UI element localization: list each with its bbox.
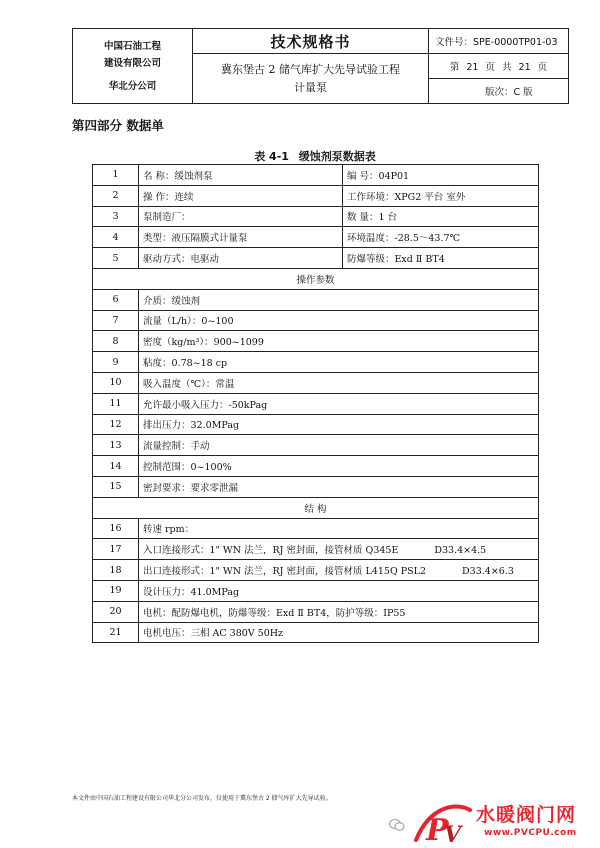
table-row bbox=[93, 518, 539, 539]
row-number: 2 bbox=[93, 185, 139, 206]
project-item: 计量泵 bbox=[294, 80, 327, 94]
table-row bbox=[93, 456, 539, 477]
row-field-text: 电机电压：三相 AC 380V 50Hz bbox=[143, 628, 284, 640]
row-field bbox=[139, 539, 539, 560]
row-right-field: 环境温度：-28.5～43.7℃ bbox=[343, 227, 539, 248]
row-field: 介质：缓蚀剂 bbox=[139, 289, 539, 310]
pv-logo-icon bbox=[412, 800, 474, 846]
table-row bbox=[93, 622, 539, 643]
table-caption-title: 缓蚀剂泵数据表 bbox=[298, 150, 376, 163]
row-number: 12 bbox=[93, 414, 139, 435]
row-field: 流量（L/h）：0~100 bbox=[139, 310, 539, 331]
section-row bbox=[93, 268, 539, 289]
row-field: 吸入温度（℃）：常温 bbox=[139, 372, 539, 393]
row-left-field: 操 作：连续 bbox=[139, 185, 343, 206]
org-branch: 华北分公司 bbox=[108, 80, 157, 92]
watermark-site-name: 水暖阀门网 bbox=[476, 804, 577, 826]
row-field-dimension: D33.4×6.3 bbox=[462, 566, 514, 578]
section-header-structure: 结 构 bbox=[93, 497, 539, 518]
row-left-field: 名 称：缓蚀剂泵 bbox=[139, 165, 343, 186]
version: 版次：C 版 bbox=[429, 79, 569, 104]
row-number: 4 bbox=[93, 227, 139, 248]
row-number: 5 bbox=[93, 248, 139, 269]
table-row bbox=[93, 372, 539, 393]
row-field: 密度（kg/m³）：900~1099 bbox=[139, 331, 539, 352]
row-field bbox=[139, 580, 539, 601]
row-number: 10 bbox=[93, 372, 139, 393]
row-left-field: 泵制造厂： bbox=[139, 206, 343, 227]
table-row bbox=[93, 289, 539, 310]
row-field-dimension: D33.4×4.5 bbox=[434, 545, 487, 557]
row-number: 15 bbox=[93, 476, 139, 497]
row-number: 21 bbox=[93, 622, 139, 643]
section-title: 第四部分 数据单 bbox=[72, 118, 164, 133]
row-number: 11 bbox=[93, 393, 139, 414]
row-number: 17 bbox=[93, 539, 139, 560]
table-row bbox=[93, 601, 539, 622]
project-name-cell bbox=[193, 54, 429, 104]
table-row bbox=[93, 414, 539, 435]
page-word-2: 页 共 bbox=[485, 62, 512, 73]
wechat-icon bbox=[389, 818, 405, 832]
row-left-field: 驱动方式：电驱动 bbox=[139, 248, 343, 269]
table-row bbox=[93, 165, 539, 186]
row-field: 流量控制：手动 bbox=[139, 435, 539, 456]
organization-cell bbox=[73, 29, 193, 104]
document-header bbox=[72, 28, 569, 104]
row-field bbox=[139, 622, 539, 643]
row-number: 7 bbox=[93, 310, 139, 331]
table-caption bbox=[92, 148, 538, 164]
row-number: 9 bbox=[93, 352, 139, 373]
row-field-text: 转速 rpm： bbox=[143, 524, 195, 536]
data-sheet-table bbox=[92, 164, 539, 643]
row-number: 14 bbox=[93, 456, 139, 477]
table-row bbox=[93, 206, 539, 227]
page-word-3: 页 bbox=[537, 62, 548, 73]
table-row bbox=[93, 352, 539, 373]
watermark-site-url: www.PVCPU.com bbox=[484, 828, 577, 838]
row-field bbox=[139, 560, 539, 581]
row-field: 密封要求：要求零泄漏 bbox=[139, 476, 539, 497]
row-field: 允许最小吸入压力：-50kPag bbox=[139, 393, 539, 414]
section-header-operating: 操作参数 bbox=[93, 268, 539, 289]
footer-note: 本文件由中国石油工程建设有限公司华北分公司发布，仅使用于冀东堡古 2 储气库扩大先导试验。 bbox=[72, 795, 332, 802]
row-right-field: 编 号：04P01 bbox=[343, 165, 539, 186]
row-field bbox=[139, 518, 539, 539]
table-row bbox=[93, 248, 539, 269]
row-right-field: 数 量：1 台 bbox=[343, 206, 539, 227]
row-field: 排出压力：32.0MPag bbox=[139, 414, 539, 435]
page-total: 21 bbox=[518, 62, 531, 73]
section-row bbox=[93, 497, 539, 518]
table-row bbox=[93, 476, 539, 497]
row-field: 粘度：0.78~18 cp bbox=[139, 352, 539, 373]
row-field: 控制范围：0~100% bbox=[139, 456, 539, 477]
row-number: 16 bbox=[93, 518, 139, 539]
table-row bbox=[93, 560, 539, 581]
svg-text:V: V bbox=[444, 822, 462, 846]
org-name-line2: 建设有限公司 bbox=[103, 57, 161, 69]
row-field-text: 设计压力：41.0MPag bbox=[143, 586, 240, 598]
table-row bbox=[93, 185, 539, 206]
org-name-line1: 中国石油工程 bbox=[103, 40, 161, 52]
table-caption-label: 表 4-1 bbox=[254, 150, 289, 163]
page-counter bbox=[429, 54, 569, 79]
svg-text:P: P bbox=[426, 813, 449, 846]
row-left-field: 类型：液压隔膜式计量泵 bbox=[139, 227, 343, 248]
row-number: 13 bbox=[93, 435, 139, 456]
table-row bbox=[93, 331, 539, 352]
row-right-field: 防爆等级：Exd Ⅱ BT4 bbox=[343, 248, 539, 269]
row-field-text: 入口连接形式：1" WN 法兰，RJ 密封面，接管材质 Q345E bbox=[143, 545, 399, 557]
table-row bbox=[93, 227, 539, 248]
row-field-text: 出口连接形式：1" WN 法兰，RJ 密封面，接管材质 L415Q PSL2 bbox=[143, 566, 427, 578]
doc-title: 技术规格书 bbox=[193, 29, 429, 54]
row-number: 1 bbox=[93, 165, 139, 186]
file-number: 文件号：SPE-0000TP01-03 bbox=[429, 29, 569, 54]
row-number: 20 bbox=[93, 601, 139, 622]
row-number: 8 bbox=[93, 331, 139, 352]
row-field-text: 电机：配防爆电机，防爆等级：Exd Ⅱ BT4，防护等级：IP55 bbox=[143, 607, 406, 619]
project-name: 冀东堡古 2 储气库扩大先导试验工程 bbox=[221, 62, 400, 76]
table-row bbox=[93, 435, 539, 456]
page-current: 21 bbox=[466, 62, 479, 73]
row-number: 6 bbox=[93, 289, 139, 310]
table-row bbox=[93, 539, 539, 560]
table-row bbox=[93, 393, 539, 414]
table-row bbox=[93, 310, 539, 331]
row-number: 18 bbox=[93, 560, 139, 581]
row-number: 19 bbox=[93, 580, 139, 601]
page-word-1: 第 bbox=[449, 62, 460, 73]
table-row bbox=[93, 580, 539, 601]
row-right-field: 工作环境：XPG2 平台 室外 bbox=[343, 185, 539, 206]
row-field bbox=[139, 601, 539, 622]
row-number: 3 bbox=[93, 206, 139, 227]
